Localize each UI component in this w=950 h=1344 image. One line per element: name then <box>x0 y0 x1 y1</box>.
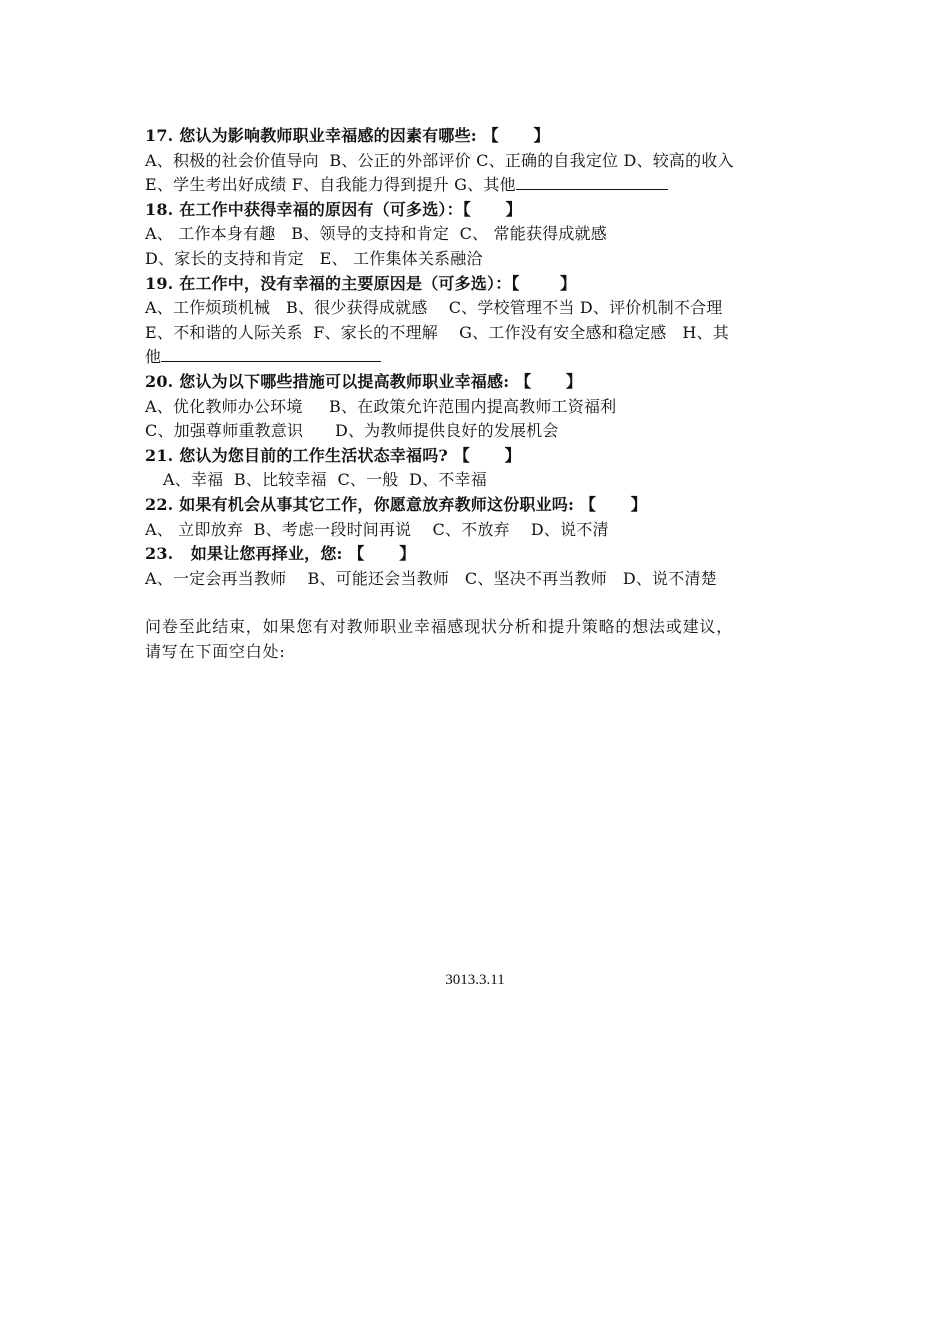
question-17-title: 17. 您认为影响教师职业幸福感的因素有哪些: 【 】 <box>145 126 550 145</box>
question-19-other-text: 他 <box>145 347 162 367</box>
question-18-options-line-1: A、 工作本身有趣 B、领导的支持和肯定 C、 常能获得成就感 <box>145 224 607 244</box>
questionnaire-body <box>145 124 815 664</box>
fill-in-blank <box>516 173 668 190</box>
question-17-options-line-1: A、积极的社会价值导向 B、公正的外部评价 C、正确的自我定位 D、较高的收入 <box>145 150 734 170</box>
question-19-options-line-2: E、不和谐的人际关系 F、家长的不理解 G、工作没有安全感和稳定感 H、其 <box>145 322 729 342</box>
document-date: 3013.3.11 <box>445 972 505 988</box>
question-23-title: 23. 如果让您再择业，您: 【 】 <box>145 544 416 564</box>
closing-line-1: 问卷至此结束，如果您有对教师职业幸福感现状分析和提升策略的想法或建议， <box>145 617 734 637</box>
question-21-title: 21. 您认为您目前的工作生活状态幸福吗? 【 】 <box>145 445 521 465</box>
fill-in-blank <box>161 345 381 362</box>
question-21-options-line-1: A、幸福 B、比较幸福 C、一般 D、不幸福 <box>163 470 487 490</box>
question-22-title: 22. 如果有机会从事其它工作，你愿意放弃教师这份职业吗: 【 】 <box>145 494 647 514</box>
question-20-title: 20. 您认为以下哪些措施可以提高教师职业幸福感: 【 】 <box>145 371 583 391</box>
question-20-options-line-2: C、加强尊师重教意识 D、为教师提供良好的发展机会 <box>145 421 559 441</box>
spacer <box>145 591 815 615</box>
question-23-options-line-1: A、一定会再当教师 B、可能还会当教师 C、坚决不再当教师 D、说不清楚 <box>145 568 717 588</box>
question-17-options-line-2 <box>145 173 815 198</box>
question-17-options-text: E、学生考出好成绩 F、自我能力得到提升 G、其他 <box>145 175 516 195</box>
question-18-title: 18. 在工作中获得幸福的原因有（可多选）：【 】 <box>145 199 522 219</box>
closing-line-2: 请写在下面空白处: <box>145 641 286 661</box>
question-19-title: 19. 在工作中，没有幸福的主要原因是（可多选）：【 】 <box>145 273 577 293</box>
question-19-options-line-1: A、工作烦琐机械 B、很少获得成就感 C、学校管理不当 D、评价机制不合理 <box>145 298 723 318</box>
question-22-options-line-1: A、 立即放弃 B、考虑一段时间再说 C、不放弃 D、说不清 <box>145 519 609 539</box>
question-18-options-line-2: D、家长的支持和肯定 E、 工作集体关系融洽 <box>145 248 483 268</box>
question-19-options-line-3 <box>145 345 815 370</box>
question-20-options-line-1: A、优化教师办公环境 B、在政策允许范围内提高教师工资福利 <box>145 396 617 416</box>
